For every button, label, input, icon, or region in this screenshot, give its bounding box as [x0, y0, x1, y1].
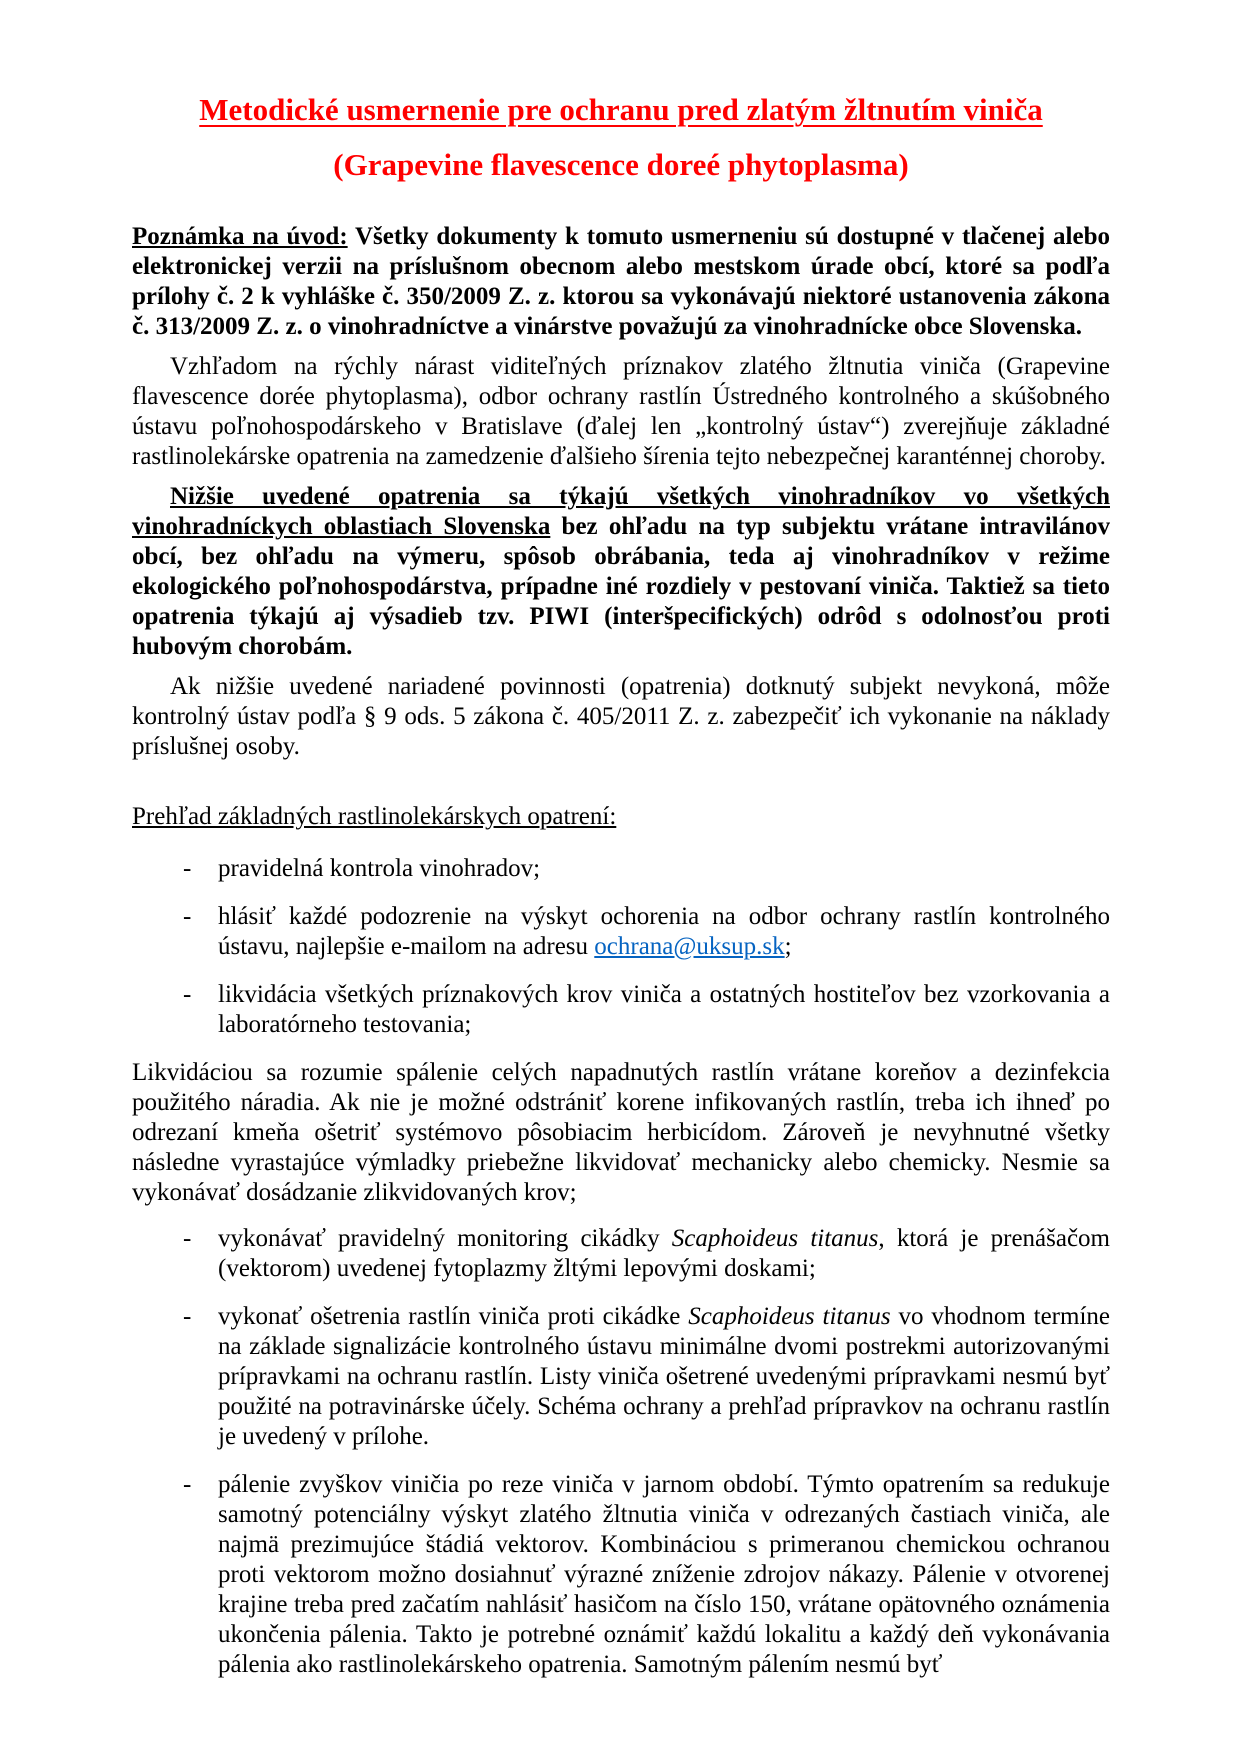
- overview-heading-text: Prehľad základných rastlinolekárskych opatrení:: [132, 802, 617, 830]
- note-rest: Všetky dokumenty k tomuto usmerneniu sú dostupné v tlačenej alebo elektronickej verzii na príslušnom obecnom alebo mestskom úrade obcí, ktoré sa podľa prílohy č. 2 k vyhláške č. 350/2009 Z. z. ktorou sa vykonávajú niektoré ustanovenia zákona č. 313/2009 Z. z. o vinohradníctve a vinárstve považujú za vinohradnícke obce Slovenska.: [132, 222, 1110, 340]
- measures-list: [132, 1224, 1110, 1680]
- list-item-text: pálenie zvyškov viničia po reze viniča v jarnom období. Týmto opatrením sa redukuje samotný potenciálny výskyt zlatého žltnutia viniča v odrezaných častiach viniča, ale najmä prezimujúce štádiá vektorov. Kombináciou s primeranou chemickou ochranou proti vektorom možno dosiahnuť výrazné zníženie zdrojov nákazy. Pálenie v otvorenej krajine treba pred začatím nahlásiť hasičom na číslo 150, vrátane opätovného oznámenia ukončenia pálenia. Takto je potrebné oznámiť každú lokalitu a každý deň vykonávania pálenia ako rastlinolekárskeho opatrenia. Samotným pálením nesmú byť: [218, 1470, 1110, 1678]
- list-item: [132, 980, 1110, 1040]
- enforcement-paragraph: Ak nižšie uvedené nariadené povinnosti (opatrenia) dotknutý subjekt nevykoná, môže kontrolný ústav podľa § 9 ods. 5 zákona č. 405/2011 Z. z. zabezpečiť ich vykonanie na náklady príslušnej osoby.: [132, 672, 1110, 760]
- overview-list: [132, 854, 1110, 1040]
- document-title-text: Metodické usmernenie pre ochranu pred zlatým žltnutím viniča: [199, 92, 1043, 127]
- intro-paragraph: Vzhľadom na rýchly nárast viditeľných príznakov zlatého žltnutia viniča (Grapevine flavescence dorée phytoplasma), odbor ochrany rastlín Ústredného kontrolného a skúšobného ústavu poľnohospodárskeho v Bratislave (ďalej len „kontrolný ústav“) zverejňuje základné rastlinolekárske opatrenia na zamedzenie ďalšieho šírenia tejto nebezpečnej karanténnej choroby.: [132, 352, 1110, 470]
- note-paragraph: [132, 222, 1110, 342]
- liquidation-paragraph: Likvidáciou sa rozumie spálenie celých napadnutých rastlín vrátane koreňov a dezinfekcia použitého náradia. Ak nie je možné odstrániť korene infikovaných rastlín, treba ich ihneď po odrezaní kmeňa ošetriť systémovo pôsobiacim herbicídom. Zároveň je nevyhnutné všetky následne vyrastajúce výmladky priebežne likvidovať mechanicky alebo chemicky. Nesmie sa vykonávať dosádzanie zlikvidovaných krov;: [132, 1058, 1110, 1206]
- list-item-text: vykonávať pravidelný monitoring cikádky: [218, 1224, 672, 1252]
- species-name: Scaphoideus titanus: [688, 1302, 891, 1330]
- document-title: [132, 90, 1110, 131]
- dash-marker: -: [183, 980, 192, 1008]
- dash-marker: -: [183, 1224, 192, 1252]
- scope-paragraph: [132, 482, 1110, 662]
- list-item: [132, 854, 1110, 884]
- list-item-text: hlásiť každé podozrenie na výskyt ochorenia na odbor ochrany rastlín kontrolného ústavu, najlepšie e-mailom na adresu: [218, 902, 1110, 960]
- list-item: [132, 902, 1110, 962]
- scope-lead: Nižšie uvedené opatrenia sa týkajú všetkých vinohradníkov vo všetkých vinohradníckych oblastiach Slovenska: [132, 482, 1110, 540]
- scope-rest: bez ohľadu na typ subjektu vrátane intravilánov obcí, bez ohľadu na výmeru, spôsob obrábania, teda aj vinohradníkov v režime ekologického poľnohospodárstva, prípadne iné rozdiely v pestovaní viniča. Taktiež sa tieto opatrenia týkajú aj výsadieb tzv. PIWI (interšpecifických) odrôd s odolnosťou proti hubovým chorobám.: [132, 512, 1110, 660]
- email-link[interactable]: ochrana@uksup.sk: [594, 932, 785, 960]
- list-item-text: pravidelná kontrola vinohradov;: [218, 854, 541, 882]
- dash-marker: -: [183, 1470, 192, 1498]
- dash-marker: -: [183, 1302, 192, 1330]
- list-item-text: ;: [784, 932, 792, 960]
- overview-heading: [132, 802, 1110, 832]
- list-item: [132, 1224, 1110, 1284]
- dash-marker: -: [183, 902, 192, 930]
- list-item: [132, 1470, 1110, 1680]
- list-item-text: , ktorá je prenášačom (vektorom) uvedenej fytoplazmy žltými lepovými doskami;: [218, 1224, 1111, 1282]
- note-lead: Poznámka na úvod:: [132, 222, 348, 250]
- document-subtitle: (Grapevine flavescence doreé phytoplasma): [333, 146, 909, 182]
- species-name: Scaphoideus titanus: [671, 1224, 879, 1252]
- list-item-text: vykonať ošetrenia rastlín viniča proti cikádke: [218, 1302, 689, 1330]
- list-item: [132, 1302, 1110, 1452]
- list-item-text: likvidácia všetkých príznakových krov viniča a ostatných hostiteľov bez vzorkovania a laboratórneho testovania;: [218, 980, 1110, 1038]
- dash-marker: -: [183, 854, 192, 882]
- list-item-text: vo vhodnom termíne na základe signalizácie kontrolného ústavu minimálne dvomi postrekmi autorizovanými prípravkami na ochranu rastlín. Listy viniča ošetrené uvedenými prípravkami nesmú byť použité na potravinárske účely. Schéma ochrany a prehľad prípravkov na ochranu rastlín je uvedený v prílohe.: [218, 1302, 1110, 1450]
